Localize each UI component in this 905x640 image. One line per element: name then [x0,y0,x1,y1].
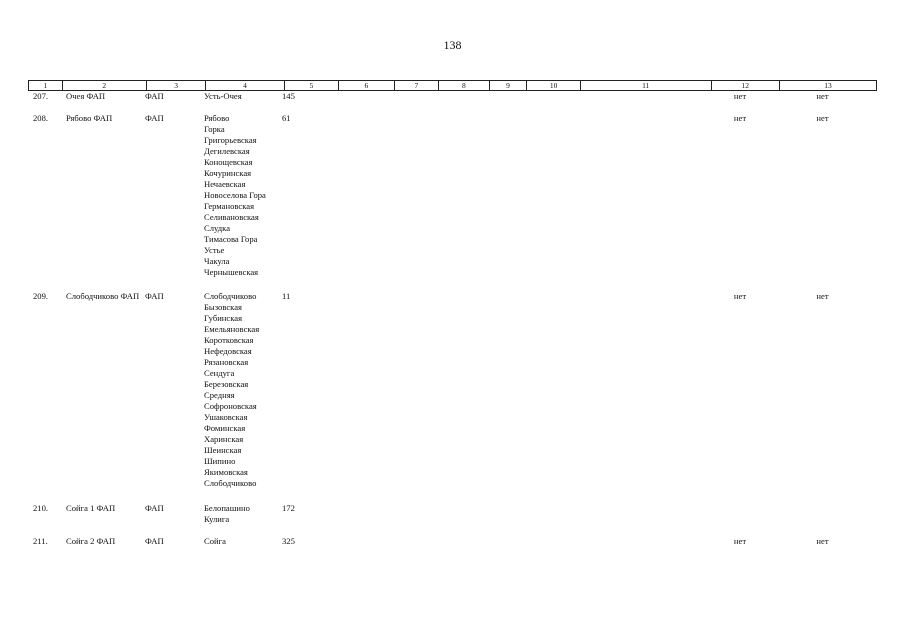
col-9 [485,536,522,547]
facility-type: ФАП [145,91,164,101]
col-13 [774,503,871,525]
settlement-name: Губинская [204,313,243,323]
settlement-name: Усть-Очея [204,91,242,101]
settlements [204,503,282,525]
column-number: 12 [712,81,780,90]
settlement-name: Чернышевская [204,267,259,277]
col-9 [485,503,522,525]
col-10 [522,536,575,547]
col-11 [575,91,706,102]
settlement-name: Конощевская [204,157,253,167]
settlement-name: Шеинская [204,445,242,455]
col-12: нет [733,91,747,101]
settlements [204,291,282,489]
column-number: 11 [581,81,712,90]
column-number: 7 [395,81,440,90]
settlement-name: Сендуга [204,368,235,378]
column-number: 2 [63,81,147,90]
col-10 [522,503,575,525]
facility-type: ФАП [145,113,164,123]
table-row [28,113,871,278]
column-number: 9 [490,81,528,90]
settlement-name: Харинская [204,434,244,444]
col-10 [522,91,575,102]
settlement-name: Рязановская [204,357,249,367]
settlement-name: Средняя [204,390,235,400]
row-index: 208. [33,113,49,123]
row-index: 207. [33,91,49,101]
column-number: 8 [439,81,490,90]
col-11 [575,503,706,525]
settlement-name: Софроновская [204,401,257,411]
facility-name: Рябово ФАП [66,113,113,123]
column-number: 1 [29,81,63,90]
col-7 [391,91,435,102]
settlement-name: Емельяновская [204,324,260,334]
column-number: 4 [206,81,284,90]
settlement-name: Слободчиково [204,291,257,301]
settlement-name: Шипино [204,456,236,466]
settlements [204,536,282,547]
settlement-name: Тимасова Гора [204,234,258,244]
table-row [28,536,871,547]
col-8 [435,291,485,489]
population: 172 [282,503,295,513]
column-number: 3 [147,81,206,90]
col-10 [522,113,575,278]
settlement-name: Дегилевская [204,146,250,156]
settlement-name: Слободчиково [204,478,257,488]
settlement-name: Сойга [204,536,226,546]
settlement-name: Нефедовская [204,346,252,356]
settlement-name: Слудка [204,223,231,233]
settlement-name: Ушаковская [204,412,248,422]
column-number: 10 [527,81,581,90]
settlement-name: Селивановская [204,212,259,222]
fap-table [28,80,877,546]
col-7 [391,291,435,489]
facility-type: ФАП [145,503,164,513]
settlement-name: Чакула [204,256,230,266]
population: 325 [282,536,295,546]
col-13: нет [816,291,829,301]
row-index: 209. [33,291,49,301]
col-9 [485,291,522,489]
settlement-name: Кулига [204,514,230,524]
settlements [204,91,282,102]
facility-name: Сойга 2 ФАП [66,536,116,546]
col-6 [336,536,391,547]
col-8 [435,503,485,525]
row-index: 211. [33,536,48,546]
facility-name: Очея ФАП [66,91,106,101]
col-11 [575,536,706,547]
settlement-name: Березовская [204,379,249,389]
settlement-name: Новоселова Гора [204,190,266,200]
population: 11 [282,291,291,301]
settlement-name: Кочуринская [204,168,252,178]
col-8 [435,113,485,278]
column-number: 6 [339,81,394,90]
col-6 [336,291,391,489]
col-12: нет [733,536,747,546]
col-13: нет [816,113,829,123]
settlement-name: Коротковская [204,335,254,345]
col-7 [391,503,435,525]
settlement-name: Устье [204,245,225,255]
col-11 [575,291,706,489]
page-number: 138 [443,38,462,52]
col-9 [485,113,522,278]
settlement-name: Рябово [204,113,230,123]
facility-name: Слободчиково ФАП [66,291,140,301]
col-12: нет [733,291,747,301]
col-6 [336,113,391,278]
column-number: 5 [285,81,339,90]
col-7 [391,536,435,547]
col-10 [522,291,575,489]
col-8 [435,91,485,102]
col-11 [575,113,706,278]
col-9 [485,91,522,102]
settlement-name: Горка [204,124,225,134]
settlement-name: Фоминская [204,423,246,433]
settlement-name: Германовская [204,201,255,211]
settlement-name: Нечаевская [204,179,246,189]
col-7 [391,113,435,278]
col-8 [435,536,485,547]
row-index: 210. [33,503,49,513]
settlements [204,113,282,278]
population: 61 [282,113,291,123]
col-6 [336,503,391,525]
column-number-header [28,80,877,91]
col-13: нет [816,91,829,101]
col-6 [336,91,391,102]
table-row [28,291,871,489]
table-row [28,91,871,102]
settlement-name: Белопашино [204,503,250,513]
settlement-name: Якимовская [204,467,248,477]
population: 145 [282,91,295,101]
table-row [28,503,871,525]
facility-type: ФАП [145,291,164,301]
settlement-name: Григорьевская [204,135,257,145]
column-number: 13 [824,81,832,90]
settlement-name: Бызовская [204,302,242,312]
facility-name: Сойга 1 ФАП [66,503,116,513]
col-12: нет [733,113,747,123]
facility-type: ФАП [145,536,164,546]
col-13: нет [816,536,829,546]
col-12 [706,503,774,525]
